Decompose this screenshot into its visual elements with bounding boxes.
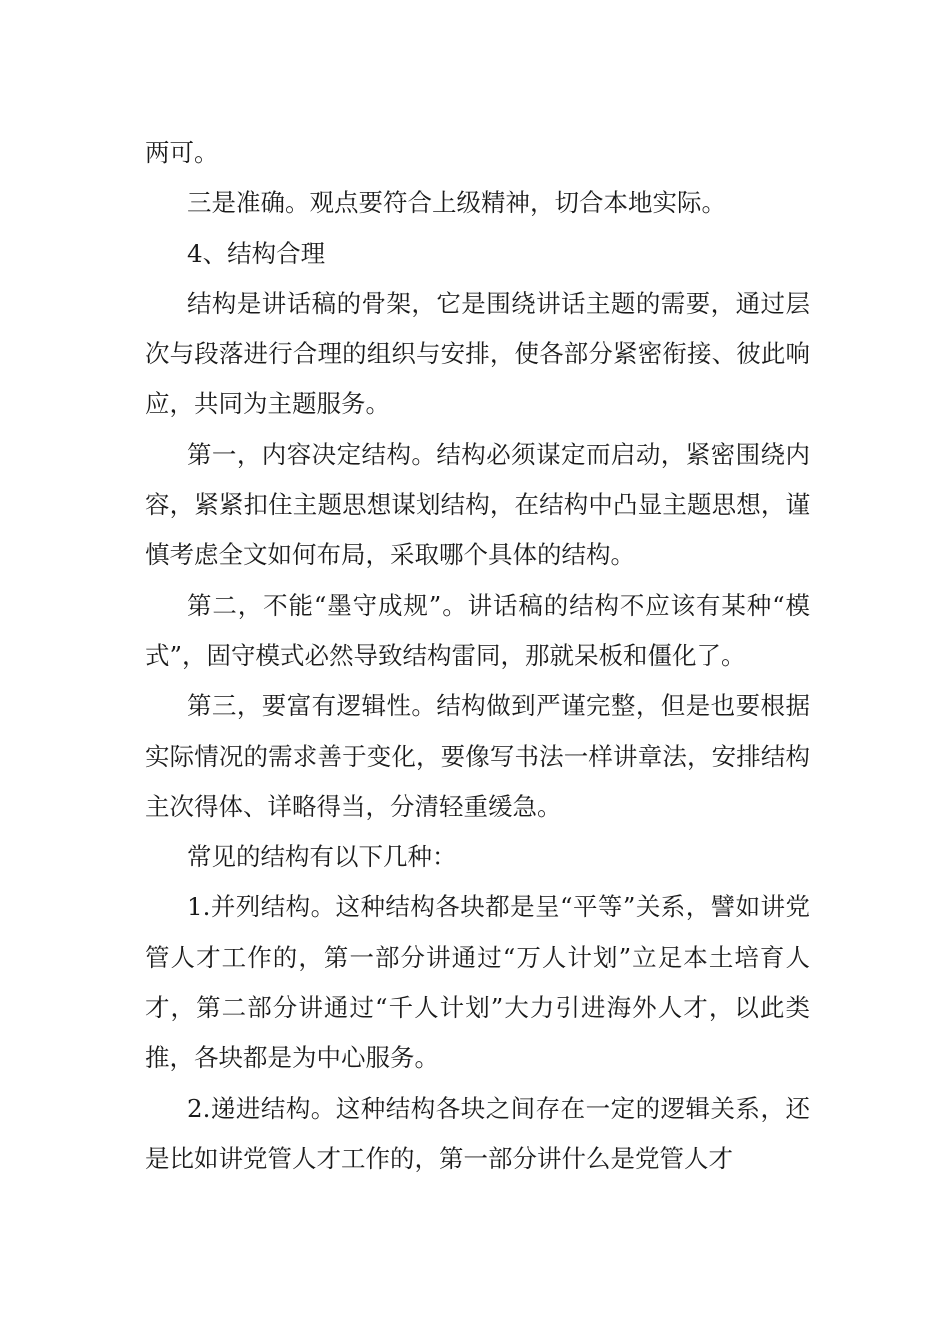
paragraph-4: 第一，内容决定结构。结构必须谋定而启动，紧密围绕内容，紧紧扣住主题思想谋划结构，在结构中凸显主题思想，谨慎考虑全文如何布局，采取哪个具体的结构。 (145, 439, 810, 570)
paragraph-5: 第二，不能“墨守成规”。讲话稿的结构不应该有某种“模式”，固守模式必然导致结构雷同，那就呆板和僵化了。 (145, 590, 810, 670)
document-body (145, 128, 810, 1184)
paragraph-8: 1.并列结构。这种结构各块都是呈“平等”关系，譬如讲党管人才工作的，第一部分讲通过“万人计划”立足本土培育人才，第二部分讲通过“千人计划”大力引进海外人才，以此类推，各块都是为中心服务。 (145, 892, 810, 1073)
paragraph-7: 常见的结构有以下几种： (187, 842, 457, 872)
paragraph-2: 三是准确。观点要符合上级精神，切合本地实际。 (187, 188, 726, 218)
paragraph-3: 结构是讲话稿的骨架，它是围绕讲话主题的需要，通过层次与段落进行合理的组织与安排，使各部分紧密衔接、彼此响应，共同为主题服务。 (145, 288, 810, 419)
paragraph-9: 2.递进结构。这种结构各块之间存在一定的逻辑关系，还是比如讲党管人才工作的，第一部分讲什么是党管人才 (145, 1093, 810, 1173)
paragraph-6: 第三，要富有逻辑性。结构做到严谨完整，但是也要根据实际情况的需求善于变化，要像写书法一样讲章法，安排结构主次得体、详略得当，分清轻重缓急。 (145, 691, 810, 821)
paragraph-1: 两可。 (145, 138, 219, 167)
section-heading: 4、结构合理 (187, 238, 326, 268)
